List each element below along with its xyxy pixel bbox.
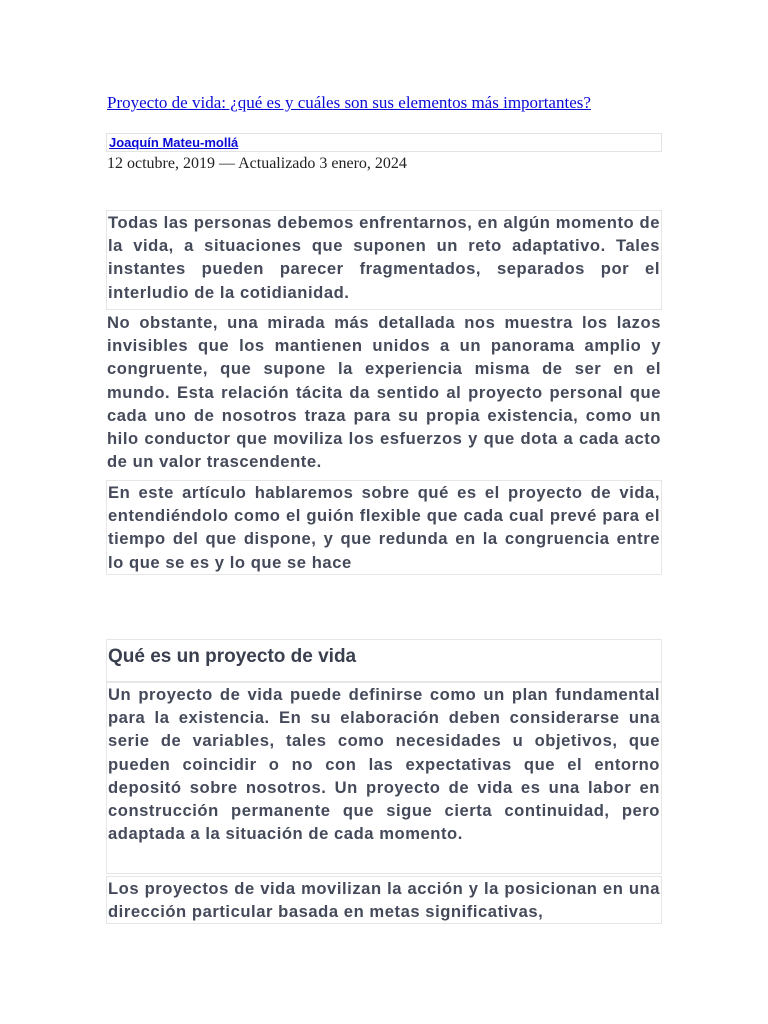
publication-date: 12 octubre, 2019 — Actualizado 3 enero, 2024 bbox=[107, 155, 407, 172]
section-paragraph-2: Los proyectos de vida movilizan la acción y la posicionan en una dirección particular basada en metas significativas, bbox=[108, 879, 660, 922]
author-box bbox=[106, 133, 662, 152]
section-paragraph-2-box bbox=[106, 876, 662, 924]
intro-paragraph-2-box bbox=[106, 311, 662, 477]
author-link[interactable]: Joaquín Mateu-mollá bbox=[109, 135, 239, 150]
intro-paragraph-2: No obstante, una mirada más detallada nos muestra los lazos invisibles que los mantienen unidos a un panorama amplio y congruente, que supone la experiencia misma de ser en el mundo. Esta relación tácita da sentido al proyecto personal que cada uno de nosotros traza para su propia existencia, como un hilo conductor que moviliza los esfuerzos y que dota a cada acto de un valor trascendente. bbox=[107, 313, 661, 472]
intro-paragraph-3-box bbox=[106, 480, 662, 575]
intro-paragraph-3: En este artículo hablaremos sobre qué es el proyecto de vida, entendiéndolo como el guión flexible que cada cual prevé para el tiempo del que dispone, y que redunda en la congruencia entre lo que se es y lo que se hace bbox=[108, 483, 660, 572]
section-heading-box bbox=[106, 639, 662, 682]
article-title-link[interactable]: Proyecto de vida: ¿qué es y cuáles son sus elementos más importantes? bbox=[107, 93, 591, 112]
section-paragraph-1-box bbox=[106, 682, 662, 874]
section-paragraph-1: Un proyecto de vida puede definirse como un plan fundamental para la existencia. En su elaboración deben considerarse una serie de variables, tales como necesidades u objetivos, que pueden coincidir o no con las expectativas que el entorno depositó sobre nosotros. Un proyecto de vida es una labor en construcción permanente que sigue cierta continuidad, pero adaptada a la situación de cada momento. bbox=[108, 685, 660, 844]
intro-paragraph-1: Todas las personas debemos enfrentarnos, en algún momento de la vida, a situaciones que suponen un reto adaptativo. Tales instantes pueden parecer fragmentados, separados por el interludio de la cotidianidad. bbox=[108, 213, 660, 302]
intro-paragraph-1-box bbox=[106, 210, 662, 310]
section-heading: Qué es un proyecto de vida bbox=[108, 646, 357, 667]
